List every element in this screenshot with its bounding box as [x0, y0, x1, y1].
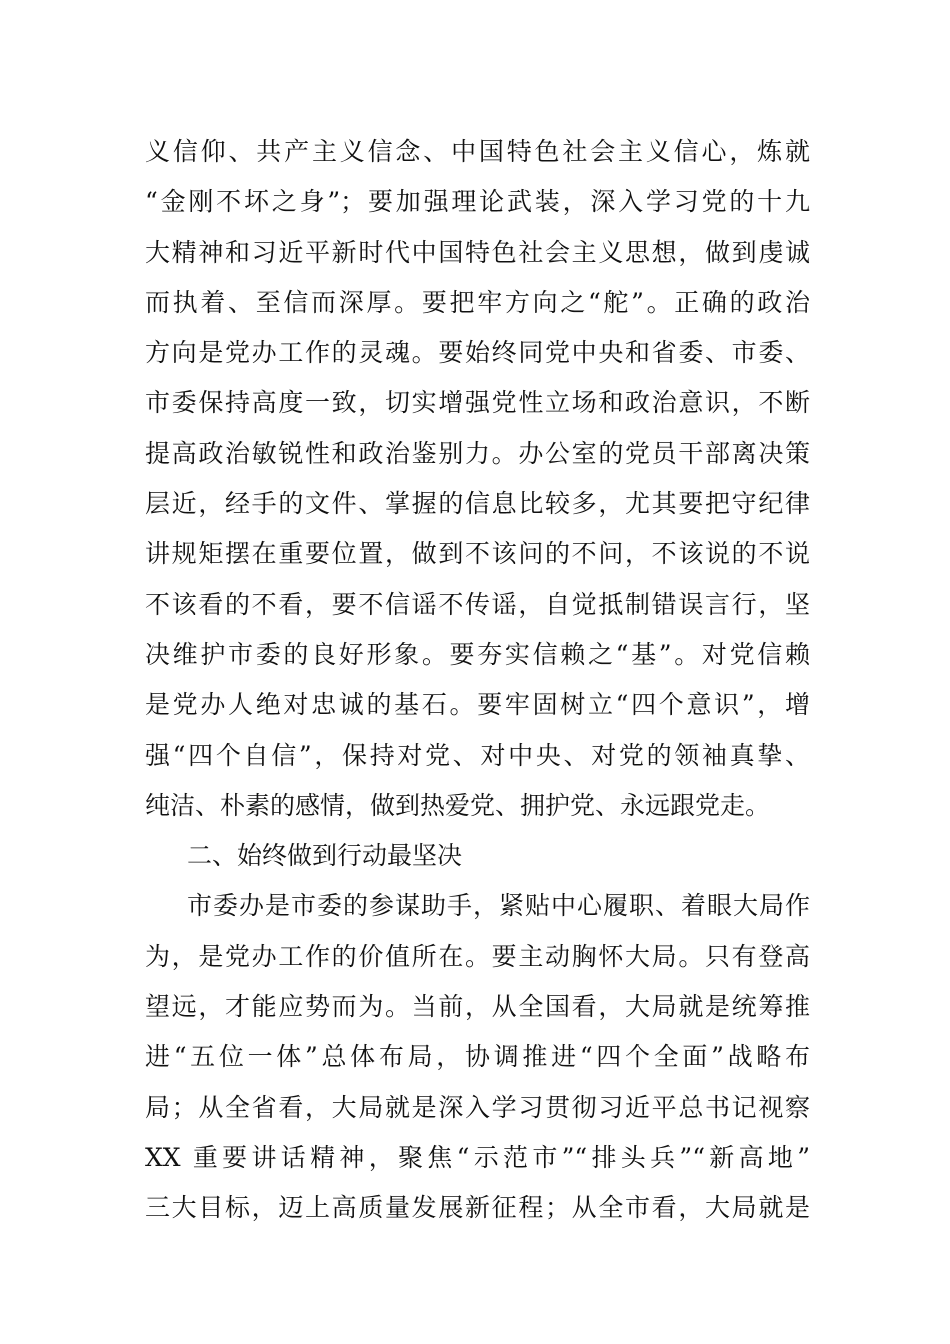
text-line: 是党办人绝对忠诚的基石。要牢固树立“四个意识”，增: [145, 690, 810, 720]
text-line: 讲规矩摆在重要位置，做到不该问的不问，不该说的不说: [145, 539, 810, 569]
text-line: 层近，经手的文件、掌握的信息比较多，尤其要把守纪律: [145, 489, 810, 519]
body-text: [145, 127, 810, 1234]
text-line: 为，是党办工作的价值所在。要主动胸怀大局。只有登高: [145, 941, 810, 971]
text-line: 而执着、至信而深厚。要把牢方向之“舵”。正确的政治: [145, 287, 810, 317]
text-line: XX 重要讲话精神，聚焦“示范市”“排头兵”“新高地”: [145, 1142, 810, 1172]
text-line: 纯洁、朴素的感情，做到热爱党、拥护党、永远跟党走。: [145, 790, 771, 820]
text-line: 进“五位一体”总体布局，协调推进“四个全面”战略布: [145, 1042, 810, 1072]
text-line: 大精神和习近平新时代中国特色社会主义思想，做到虔诚: [145, 237, 810, 267]
text-line: 市委保持高度一致，切实增强党性立场和政治意识，不断: [145, 388, 810, 418]
section-heading: 二、始终做到行动最坚决: [187, 841, 463, 871]
text-line: 义信仰、共产主义信念、中国特色社会主义信心，炼就: [145, 137, 810, 166]
text-line: 不该看的不看，要不信谣不传谣，自觉抵制错误言行，坚: [145, 589, 810, 619]
text-line: “金刚不坏之身”；要加强理论武装，深入学习党的十九: [145, 187, 810, 217]
text-line: 市委办是市委的参谋助手，紧贴中心履职、着眼大局作: [187, 891, 810, 921]
text-line: 决维护市委的良好形象。要夯实信赖之“基”。对党信赖: [145, 639, 810, 669]
text-line: 提高政治敏锐性和政治鉴别力。办公室的党员干部离决策: [145, 438, 810, 468]
text-line: 局；从全省看，大局就是深入学习贯彻习近平总书记视察: [145, 1092, 810, 1122]
text-line: 三大目标，迈上高质量发展新征程；从全市看，大局就是: [145, 1193, 810, 1223]
text-line: 望远，才能应势而为。当前，从全国看，大局就是统筹推: [145, 992, 810, 1022]
text-line: 强“四个自信”，保持对党、对中央、对党的领袖真挚、: [145, 740, 810, 770]
text-line: 方向是党办工作的灵魂。要始终同党中央和省委、市委、: [145, 338, 810, 368]
